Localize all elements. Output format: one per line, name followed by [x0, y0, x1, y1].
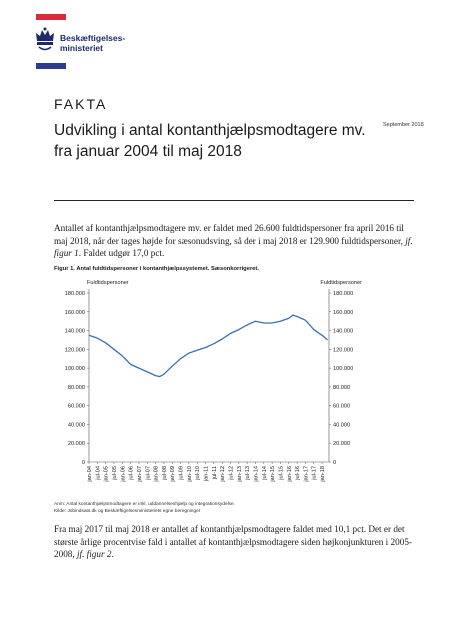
y-axis-title-right: Fuldtidspersoner [320, 280, 362, 286]
x-tick-label: jan-12 [220, 466, 227, 482]
publication-date: September 2018 [383, 122, 424, 128]
chart-source: Kilde: Jobindsats.dk og Beskæftigelsesministeriets egne beregninger [54, 509, 201, 514]
x-tick-label: jan-15 [270, 466, 277, 482]
y-tick-label-left: 0 [81, 460, 85, 466]
x-tick-label: jan-17 [303, 466, 310, 482]
x-tick-label: jul-06 [128, 466, 135, 480]
y-tick-label-right: 160.000 [333, 309, 354, 316]
x-tick-label: jan-10 [186, 466, 193, 482]
x-tick-label: jul-08 [161, 466, 168, 480]
y-tick-label-right: 100.000 [333, 366, 354, 373]
x-tick-label: jan-04 [87, 466, 93, 482]
crown-logo-icon [34, 27, 56, 53]
x-tick-label: jan-18 [320, 466, 327, 482]
y-tick-label-right: 140.000 [333, 328, 354, 335]
x-tick-label: jul-04 [95, 466, 102, 480]
x-tick-label: jan-06 [120, 466, 127, 482]
series-line [89, 315, 328, 377]
x-tick-label: jul-16 [295, 466, 302, 480]
document-title: Udvikling i antal kontanthjælpsmodtagere mv. fra januar 2004 til maj 2018 [54, 122, 366, 160]
x-tick-label: jan-11 [203, 466, 210, 482]
x-tick-label: jan-16 [286, 466, 293, 482]
logo-text-line1: Beskæftigelses- [60, 33, 126, 43]
document-label: FAKTA [54, 96, 108, 112]
y-tick-label-left: 100.000 [64, 366, 85, 373]
y-tick-label-right: 40.000 [333, 422, 351, 429]
y-tick-label-left: 80.000 [67, 384, 85, 391]
flag-bar-red [36, 14, 66, 20]
x-tick-label: jan-13 [236, 466, 243, 482]
y-tick-label-right: 180.000 [333, 291, 354, 297]
x-tick-label: jul-11 [211, 466, 218, 480]
y-tick-label-left: 40.000 [67, 422, 85, 429]
y-tick-label-left: 160.000 [64, 309, 85, 316]
y-tick-label-left: 180.000 [64, 291, 85, 297]
x-tick-label: jul-14 [261, 466, 268, 480]
y-tick-label-right: 20.000 [333, 441, 351, 448]
x-tick-label: jul-05 [111, 466, 118, 480]
intro-paragraph: Antallet af kontanthjælpsmodtagere mv. er faldet med 26.600 fuldtidspersoner fra april 2016 til maj 2018, når der tages højde for sæsonudsving, så der i maj 2018 er 129.900 fuldtidspersoner, jf. figur 1. Faldet udgør 17,0 pct. [54, 223, 413, 258]
y-tick-label-left: 20.000 [67, 441, 85, 448]
x-tick-label: jan-14 [253, 466, 260, 482]
x-tick-label: jul-13 [245, 466, 252, 480]
y-axis-title-left: Fuldtidspersoner [87, 280, 129, 286]
line-chart [54, 276, 374, 500]
flag-bar-blue [36, 63, 66, 69]
x-tick-label: jan-08 [153, 466, 160, 482]
x-tick-label: jan-05 [103, 466, 110, 482]
x-tick-label: jul-12 [228, 466, 235, 480]
x-tick-label: jul-09 [178, 466, 185, 480]
x-tick-label: jul-17 [311, 466, 318, 480]
y-tick-label-left: 140.000 [64, 328, 85, 335]
y-tick-label-right: 80.000 [333, 384, 351, 391]
title-divider [54, 200, 414, 201]
x-tick-label: jul-07 [145, 466, 152, 480]
logo-text-line2: ministeriet [60, 43, 103, 53]
x-tick-label: jul-10 [195, 466, 202, 480]
x-tick-label: jan-09 [170, 466, 177, 482]
y-tick-label-left: 120.000 [64, 347, 85, 354]
y-tick-label-left: 60.000 [67, 403, 85, 410]
figure-caption: Figur 1. Antal fuldtidspersoner i kontanthjælpssystemet. Sæsonkorrigeret. [54, 266, 259, 272]
x-tick-label: jul-15 [278, 466, 285, 480]
y-tick-label-right: 60.000 [333, 403, 351, 410]
second-paragraph: Fra maj 2017 til maj 2018 er antallet af kontanthjælpsmodtagere faldet med 10,1 pct. Det er det største årlige procentvise fald i antallet af kontanthjælpsmodtagere siden højkonjunkturen i 2005-2008, jf. figur 2. [54, 524, 412, 559]
chart-note: Anm: Antal kontanthjælpsmodtagere er inkl. uddannelseshjælp og integrationsydelse. [54, 502, 236, 507]
y-tick-label-right: 120.000 [333, 347, 354, 354]
y-tick-label-right: 0 [333, 460, 337, 466]
x-tick-label: jan-07 [136, 466, 143, 482]
